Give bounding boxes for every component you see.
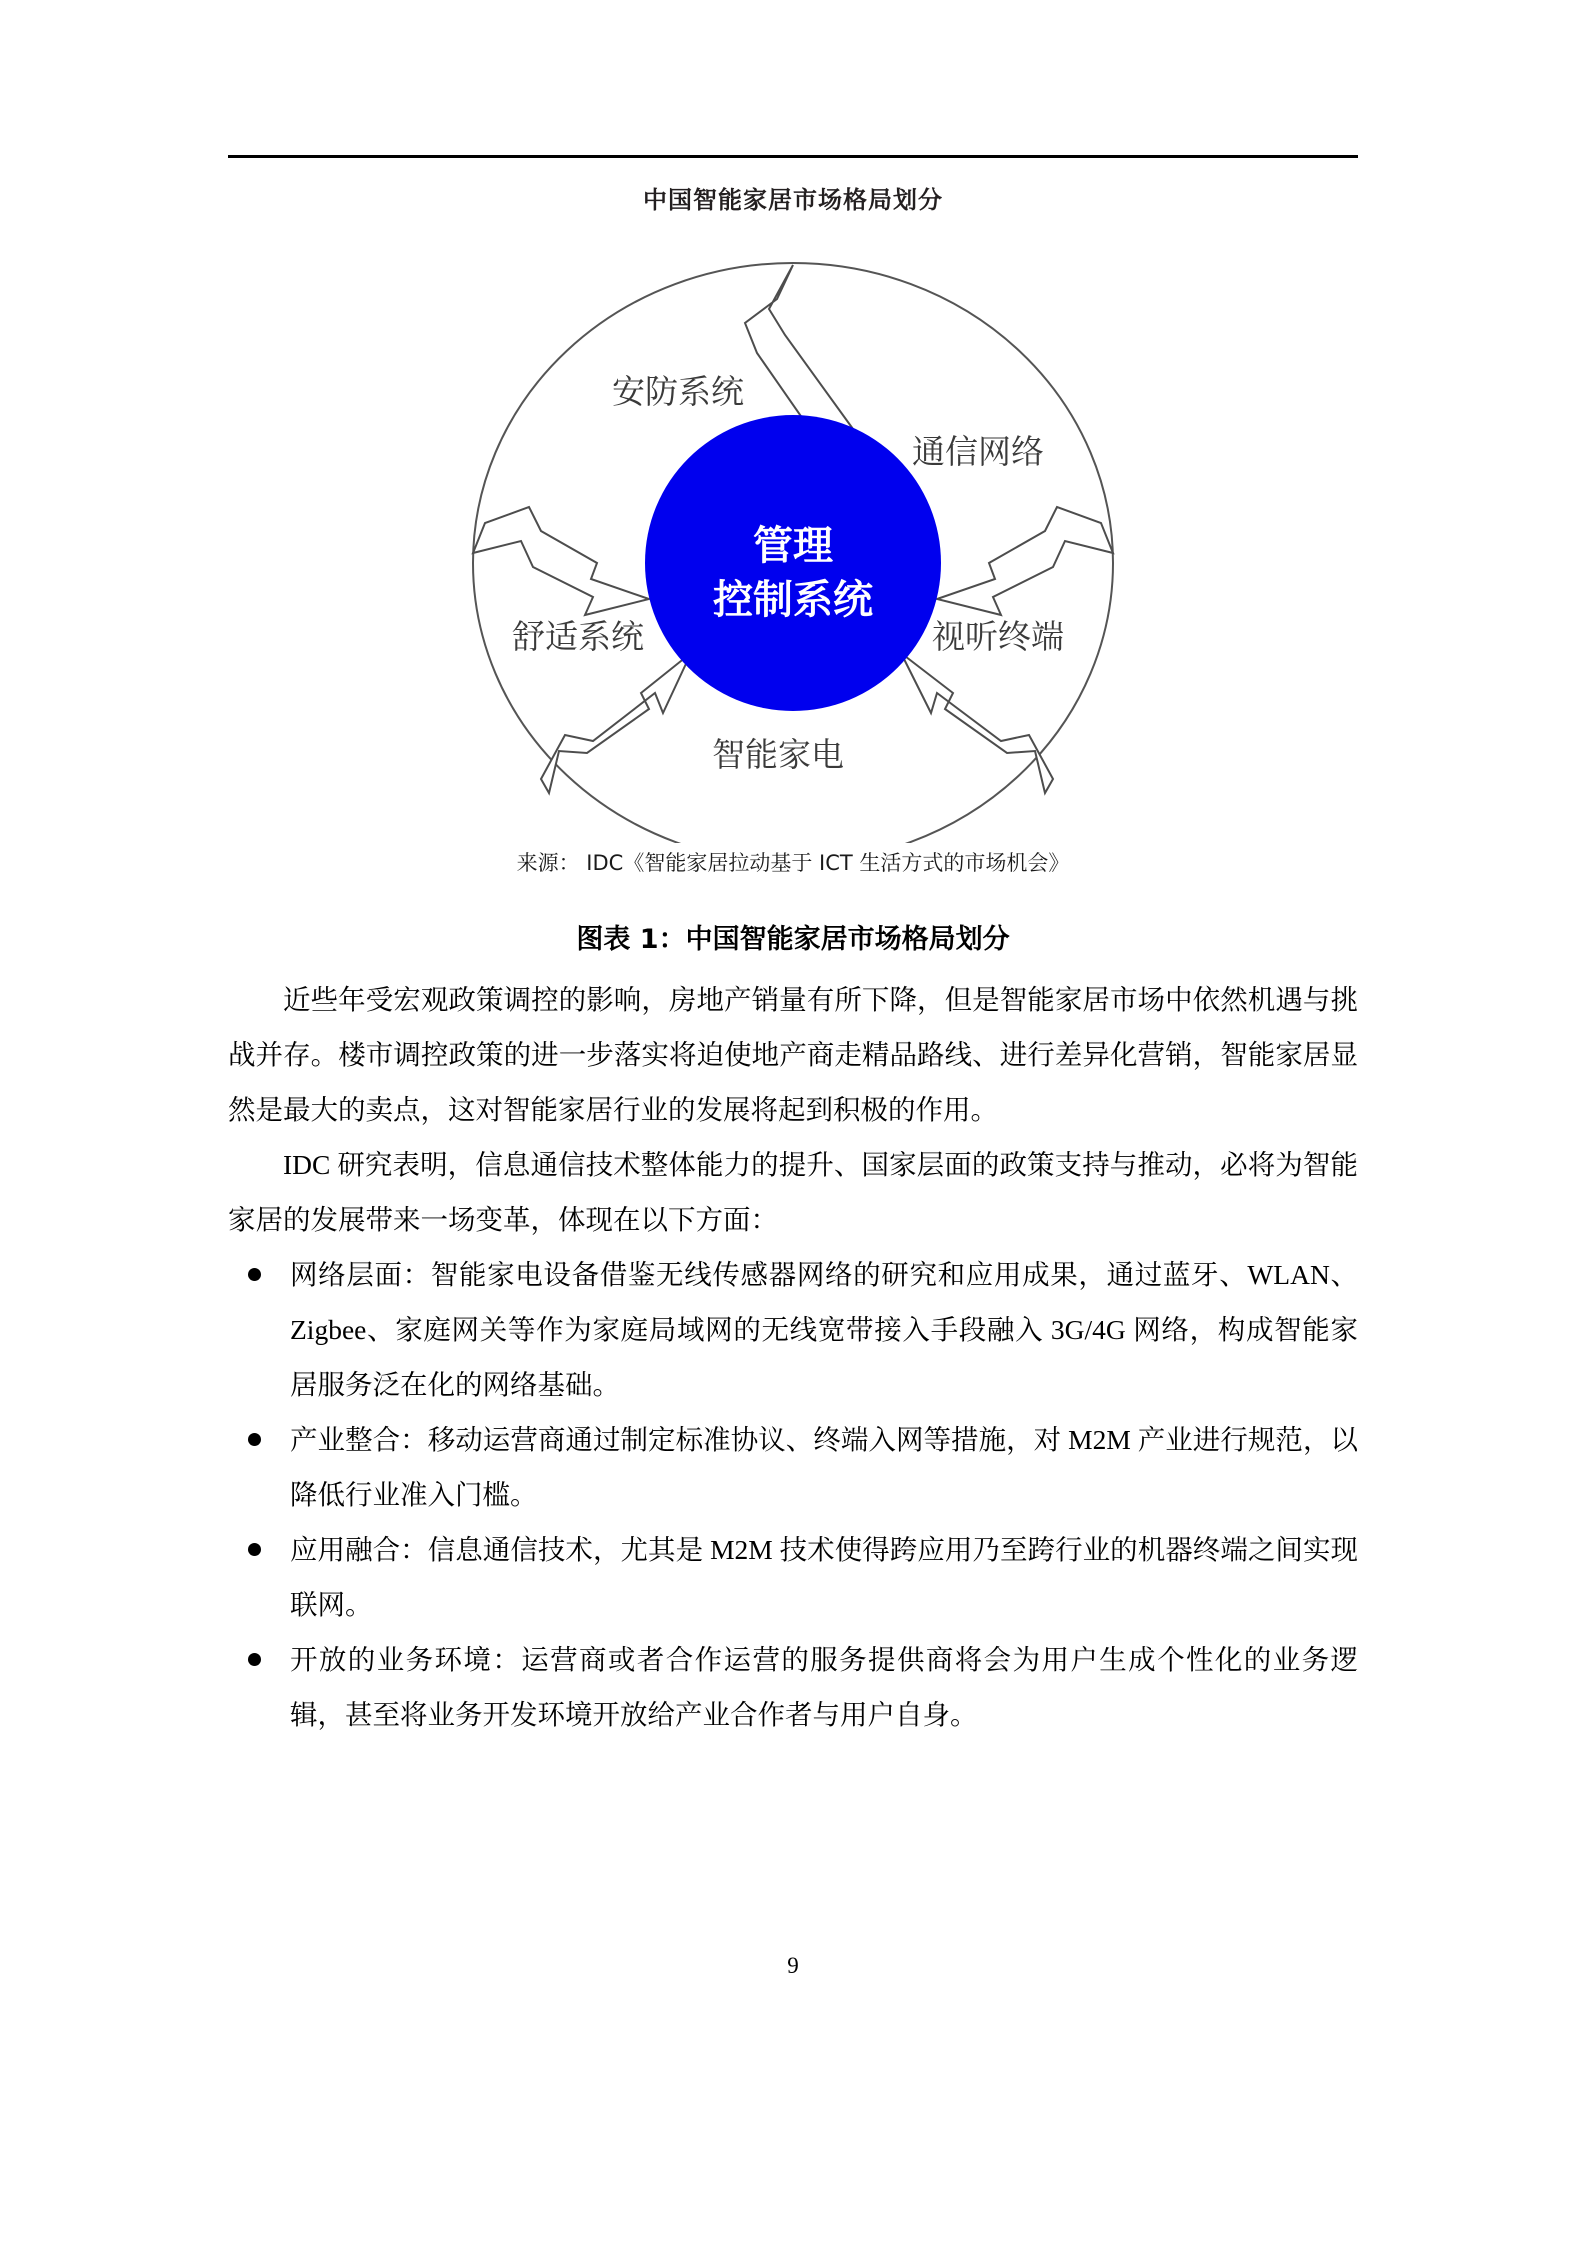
paragraph: 近些年受宏观政策调控的影响，房地产销量有所下降，但是智能家居市场中依然机遇与挑战并存。楼市调控政策的进一步落实将迫使地产商走精品路线、进行差异化营销，智能家居显然是最大的卖点，这对智能家居行业的发展将起到积极的作用。: [228, 984, 1358, 1125]
list-item-text: 产业整合：移动运营商通过制定标准协议、终端入网等措施，对 M2M 产业进行规范，以降低行业准入门槛。: [290, 1424, 1358, 1510]
bullet-dot-icon: [248, 1653, 261, 1666]
svg-text:舒适系统: 舒适系统: [512, 617, 644, 656]
figure-source: 来源： IDC《智能家居拉动基于 ICT 生活方式的市场机会》: [516, 851, 1070, 875]
list-item: [228, 1412, 1358, 1522]
diagram-title: 中国智能家居市场格局划分: [643, 186, 943, 214]
bullet-dot-icon: [248, 1433, 261, 1446]
list-item: [228, 1247, 1358, 1412]
figure-block: [228, 180, 1358, 956]
svg-text:视听终端: 视听终端: [932, 617, 1064, 656]
list-item-text: 网络层面：智能家电设备借鉴无线传感器网络的研究和应用成果，通过蓝牙、WLAN、Zigbee、家庭网关等作为家庭局域网的无线宽带接入手段融入 3G/4G 网络，构成智能家居服务泛在化的网络基础。: [290, 1259, 1358, 1400]
smart-home-circular-diagram: [228, 223, 1358, 863]
bullet-dot-icon: [248, 1268, 261, 1281]
list-item: [228, 1632, 1358, 1742]
body-text: [228, 972, 1358, 1742]
paragraph: IDC 研究表明，信息通信技术整体能力的提升、国家层面的政策支持与推动，必将为智能家居的发展带来一场变革，体现在以下方面：: [228, 1149, 1358, 1235]
header-rule: [228, 155, 1358, 158]
list-item: [228, 1522, 1358, 1632]
bullet-dot-icon: [248, 1543, 261, 1556]
svg-text:控制系统: 控制系统: [713, 577, 873, 623]
svg-text:安防系统: 安防系统: [612, 372, 744, 411]
figure-caption: 图表 1：中国智能家居市场格局划分: [576, 924, 1010, 955]
svg-text:通信网络: 通信网络: [912, 432, 1044, 471]
list-item-text: 开放的业务环境：运营商或者合作运营的服务提供商将会为用户生成个性化的业务逻辑，甚至将业务开发环境开放给产业合作者与用户自身。: [290, 1644, 1358, 1730]
bullet-list: [228, 1247, 1358, 1742]
svg-text:智能家电: 智能家电: [712, 735, 844, 774]
page-number: 9: [787, 1953, 799, 1978]
svg-text:管理: 管理: [753, 523, 833, 569]
list-item-text: 应用融合：信息通信技术，尤其是 M2M 技术使得跨应用乃至跨行业的机器终端之间实现联网。: [290, 1534, 1358, 1620]
page-content: [228, 0, 1358, 2244]
